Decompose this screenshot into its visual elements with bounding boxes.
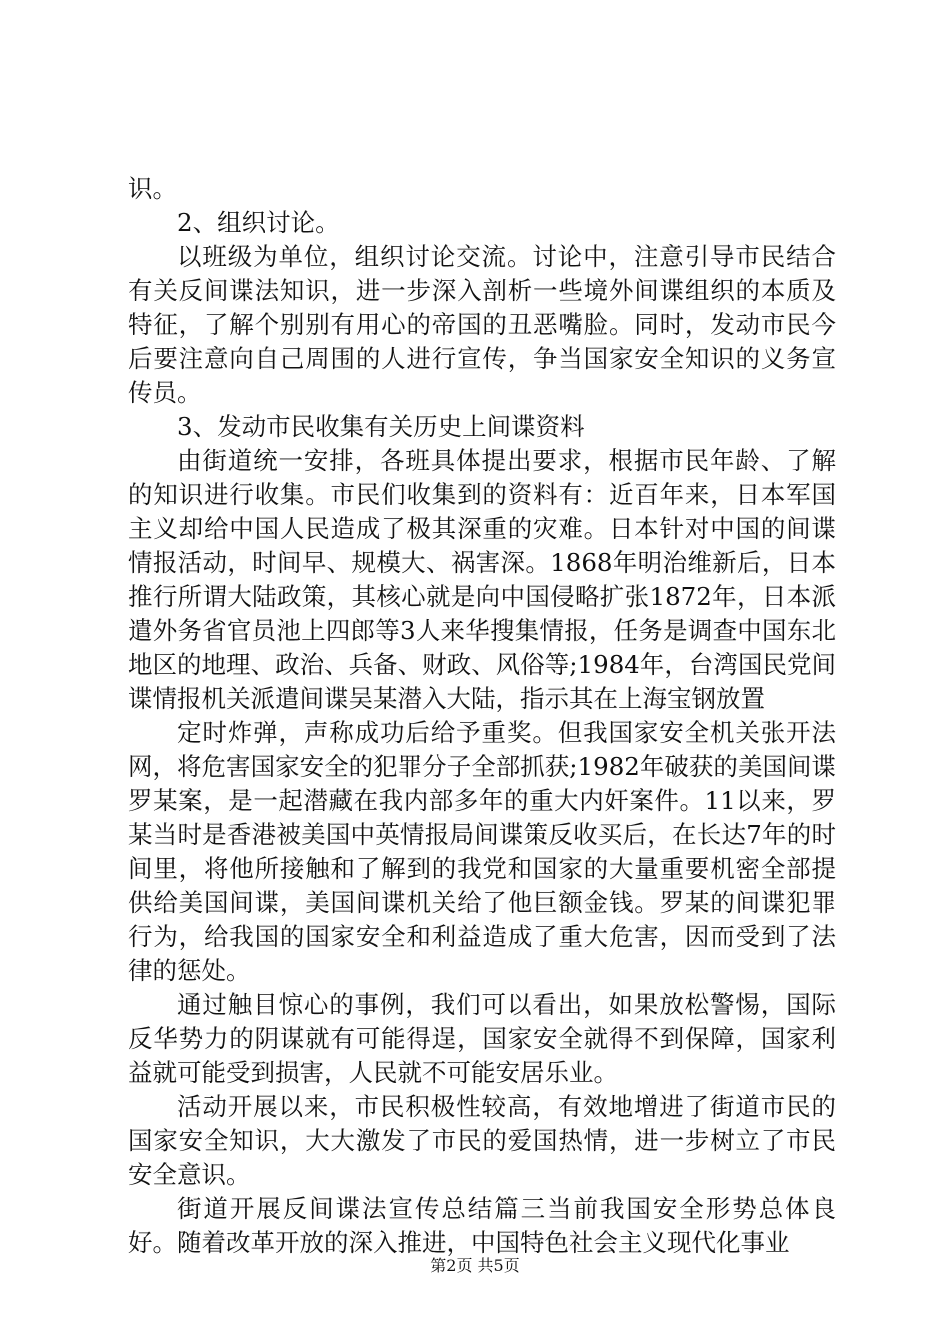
paragraph: 识。	[128, 174, 177, 203]
paragraph: 通过触目惊心的事例，我们可以看出，如果放松警惕，国际反华势力的阴谋就有可能得逞，国家安全就得不到保障，国家利益就可能受到损害，人民就不可能安居乐业。	[128, 990, 836, 1087]
paragraph: 由街道统一安排，各班具体提出要求，根据市民年龄、了解的知识进行收集。市民们收集到的资料有：近百年来，日本军国主义却给中国人民造成了极其深重的灾难。日本针对中国的间谍情报活动，时间早、规模大、祸害深。1868年明治维新后，日本推行所谓大陆政策，其核心就是向中国侵略扩张1872年，日本派遣外务省官员池上四郎等3人来华搜集情报，任务是调查中国东北地区的地理、政治、兵备、财政、风俗等;1984年，台湾国民党间谍情报机关派遣间谍吴某潜入大陆，指示其在上海宝钢放置	[128, 446, 836, 713]
paragraph: 2、组织讨论。	[177, 208, 340, 237]
paragraph: 3、发动市民收集有关历史上间谍资料	[177, 412, 585, 441]
page-number-footer: 第2页 共5页	[430, 1256, 520, 1275]
paragraph: 定时炸弹，声称成功后给予重奖。但我国家安全机关张开法网，将危害国家安全的犯罪分子全部抓获;1982年破获的美国间谍罗某案，是一起潜藏在我内部多年的重大内奸案件。11以来，罗某当时是香港被美国中英情报局间谍策反收买后，在长达7年的时间里，将他所接触和了解到的我党和国家的大量重要机密全部提供给美国间谍，美国间谍机关给了他巨额金钱。罗某的间谍犯罪行为，给我国的国家安全和利益造成了重大危害，因而受到了法律的惩处。	[128, 718, 836, 985]
paragraph: 活动开展以来，市民积极性较高，有效地增进了街道市民的国家安全知识，大大激发了市民的爱国热情，进一步树立了市民安全意识。	[128, 1092, 836, 1189]
paragraph: 街道开展反间谍法宣传总结篇三当前我国安全形势总体良好。随着改革开放的深入推进，中国特色社会主义现代化事业	[128, 1194, 836, 1257]
document-body	[128, 172, 836, 1260]
paragraph: 以班级为单位，组织讨论交流。讨论中，注意引导市民结合有关反间谍法知识，进一步深入剖析一些境外间谍组织的本质及特征，了解个别别有用心的帝国的丑恶嘴脸。同时，发动市民今后要注意向自己周围的人进行宣传，争当国家安全知识的义务宣传员。	[128, 242, 836, 407]
